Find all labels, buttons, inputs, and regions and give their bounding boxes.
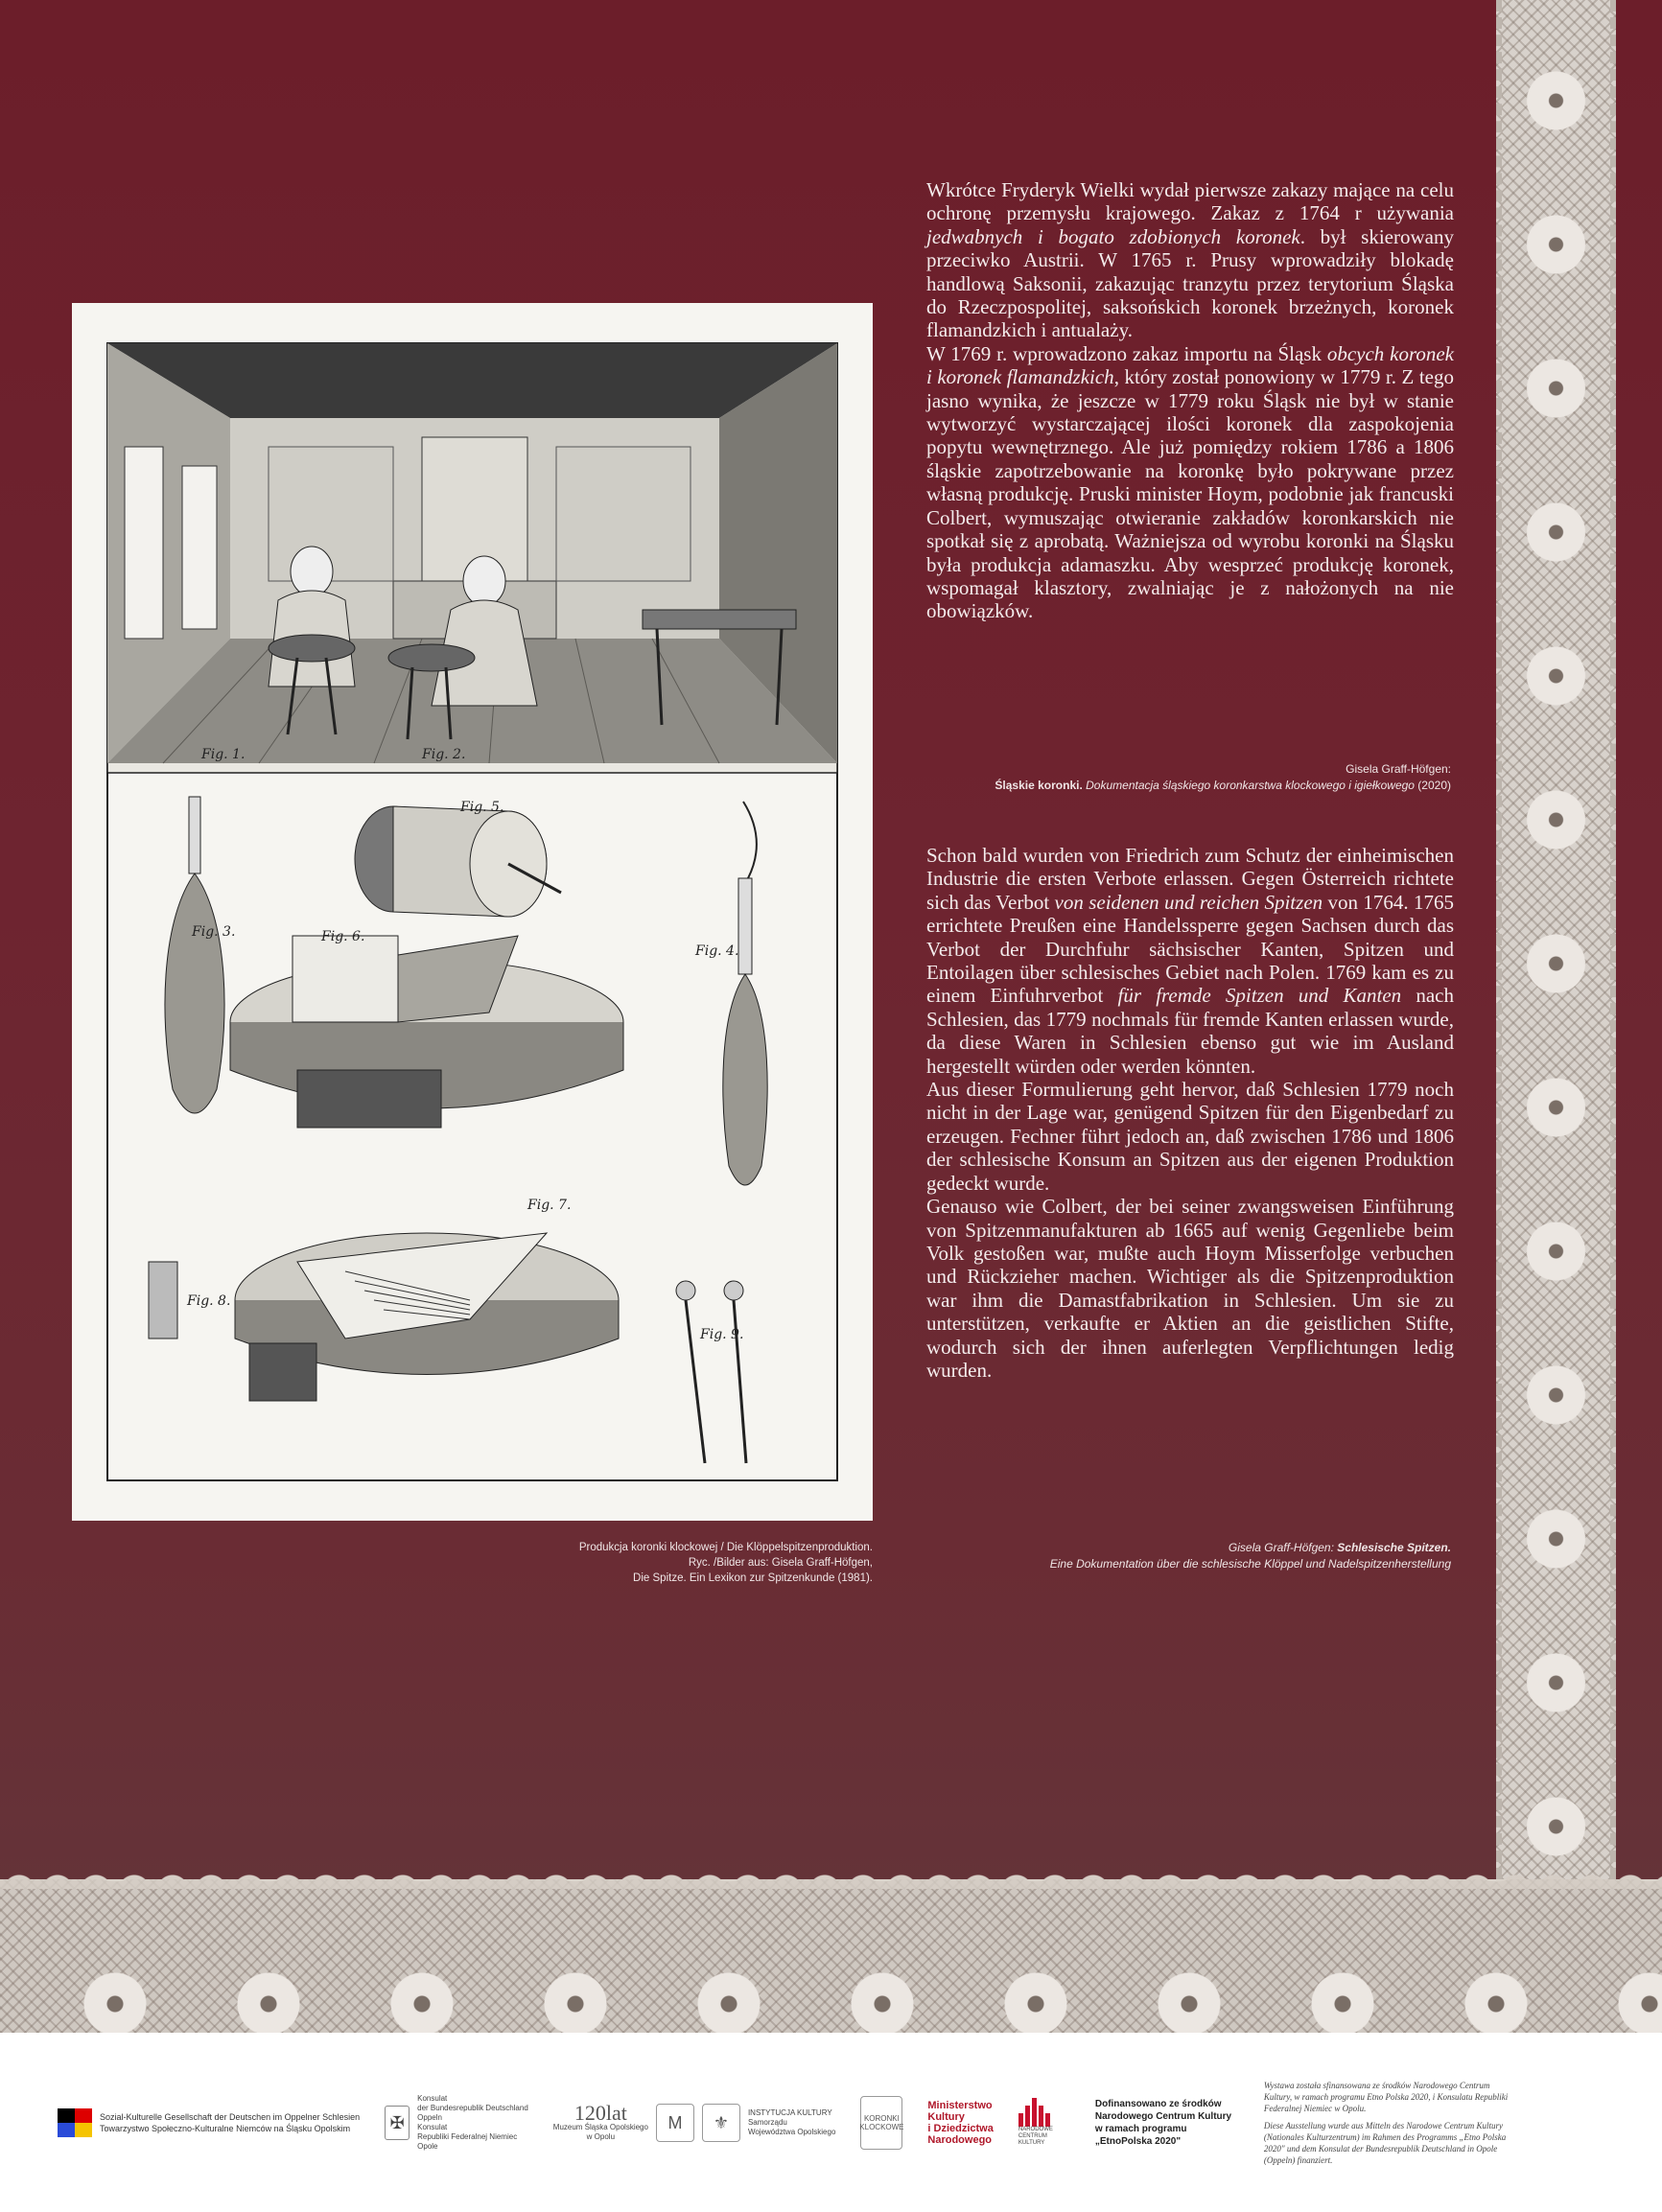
polish-citation [914,761,1451,794]
konsulat-line4: Konsulat [417,2122,448,2131]
lace-border-vertical [1496,0,1616,1879]
german-citation-title-line [914,1540,1451,1556]
image-caption [393,1540,873,1586]
lace-table-fig6 [230,929,623,1128]
image-caption-line1: Produkcja koronki klockowej / Die Klöppelspitzenproduktion. [578,1542,873,1553]
ministry-line2: Kultury [927,2110,965,2123]
nck-logo [1018,2098,1070,2147]
nck-bars-icon [1018,2098,1070,2127]
funding-statement-de: Diese Ausstellung wurde aus Mitteln des Narodowe Centrum Kultury (Nationales Kulturzentrum) im Rahmen des Programms „Etno Polska 2020" und dem Konsulat der Bundesrepublik Deutschland in Opole (Oppeln) finanziert. [1263,2120,1507,2165]
bobbin-right [694,802,767,1185]
ministry-logo [927,2100,993,2146]
german-p1-italic-1: von seidenen und reichen Spitzen [1054,890,1323,914]
ministry-line4: Narodowego [927,2133,993,2146]
german-citation-title: Schlesische Spitzen. [1337,1541,1451,1554]
german-p1-italic-2: für fremde Spitzen und Kanten [1117,984,1402,1008]
polish-citation-author: Gisela Graff-Höfgen: [1346,762,1451,776]
konsulat-line5: Republiki Federalnej Niemiec [417,2131,518,2141]
consulate-logo [385,2094,528,2152]
museum-120-years: 120lat [574,2100,627,2125]
sponsor-footer [0,2033,1662,2212]
german-citation-subtitle: Eine Dokumentation über die schlesische Klöppel und Nadelspitzenherstellung [1049,1557,1451,1571]
polish-p2-a: W 1769 r. wprowadzono zakaz importu na Śląsk [926,341,1327,365]
polish-citation-year: (2020) [1414,779,1451,792]
german-citation-subtitle-line [914,1556,1451,1572]
funding-line4: „EtnoPolska 2020" [1094,2135,1182,2147]
lace-table-fig7 [235,1198,619,1401]
inst-line1: INSTYTUCJA KULTURY [747,2107,832,2117]
german-citation [914,1540,1451,1572]
polish-citation-subtitle: Dokumentacja śląskiego koronkarstwa klockowego i igiełkowego [1082,779,1415,792]
fig9-label: Fig. 9. [700,1327,744,1342]
funding-line1: Dofinansowano ze środków [1094,2098,1222,2109]
german-paragraph-2: Aus dieser Formulierung geht hervor, daß Schlesien 1779 noch nicht in der Lage war, genügend Spitzen für den Eigenbedarf zu erzeugen. Fechner führt jedoch an, daß zwischen 1786 und 1806 der schlesische Konsum an Spitzen aus der eigenen Produktion gedeckt wurde. [926,1078,1454,1195]
lace-logo-text: KORONKI KLOCKOWE [860,2096,902,2150]
fig8-label: Fig. 8. [187,1293,231,1309]
konsulat-line3: Oppeln [417,2112,442,2122]
museum-m-icon: M [656,2104,694,2142]
fig5-label: Fig. 5. [460,800,504,815]
museum-line1: Muzeum Śląska Opolskiego [552,2122,648,2131]
image-caption-line3: Die Spitze. Ein Lexikon zur Spitzenkunde (1981). [633,1572,873,1584]
polish-p1-c: . był skierowany przeciwko Austrii. W 1765 r. Prusy wprowadziły blokadę handlową Saksonii, zakazując tranzytu przez terytorium Śląska do Rzeczpospolitej, saksońskich koronek brzeżnych, koronek flamandzkich i antualaży. [926,224,1454,342]
lace-border-horizontal [0,1879,1662,2033]
room-scene [107,343,837,773]
pins-fig9 [676,1281,746,1463]
bobbin-lace-logo [860,2096,902,2150]
polish-p2-c: , który został ponowiony w 1779 r. Z tego jasno wynika, że jeszcze w 1779 roku Śląsk nie był w stanie wytworzyć wystarczającej ilości koronek dla zaspokojenia popytu wewnętrznego. Ale już pomiędzy rokiem 1786 a 1806 śląskie zapotrzebowanie na koronkę było pokrywane przez własną produkcję. Pruski minister Hoym, podobnie jak francuski Colbert, wymuszając otwieranie zakładów koronkarskich nie spotkał się z aprobatą. Ważniejsza od wyrobu koronki na Śląsku była produkcja adamaszku. Aby wesprzeć produkcję koronek, wspomagał klasztory, zwalniając je z nałożonych na nie obowiązków. [926,365,1454,623]
polish-paragraph-2 [926,342,1454,623]
german-p1-a: Schon bald wurden von Friedrich zum Schutz der einheimischen Industrie die ersten Verbote erlassen. Gegen Österreich richtete sich das Verbot [926,844,1454,914]
ministry-line3: i Dziedzictwa [927,2122,994,2134]
funding-line2: Narodowego Centrum Kultury [1094,2110,1232,2122]
voivodeship-eagle-icon: ⚜ [702,2104,740,2142]
bobbin-left [165,797,235,1113]
engraving-illustration [72,303,873,1521]
fig6-label: Fig. 6. [321,929,365,944]
polish-citation-title-line [914,778,1451,794]
fig4-label: Fig. 4. [695,943,739,959]
funding-statement [1264,2080,1513,2166]
polish-paragraph-1 [926,178,1454,342]
org1-line1: Sozial-Kulturelle Gesellschaft der Deutschen im Oppelner Schlesien [100,2111,361,2122]
konsulat-line1: Konsulat [417,2093,448,2103]
fig3-label: Fig. 3. [192,924,236,940]
polish-citation-title: Śląskie koronki. [995,779,1083,792]
fig1-label: Fig. 1. [201,747,246,762]
fig2-label: Fig. 2. [422,747,466,762]
org1-line2: Towarzystwo Społeczno-Kulturalne Niemców na Śląsku Opolskim [100,2123,351,2133]
german-citation-author: Gisela Graff-Höfgen: [1228,1541,1338,1554]
funding-note [1095,2098,1239,2148]
inst-line3: Województwa Opolskiego [747,2127,836,2136]
funding-line3: w ramach programu [1094,2123,1187,2134]
fig7-label: Fig. 7. [527,1198,572,1213]
tube-fig8 [149,1262,230,1339]
museum-logo [552,2100,836,2142]
polish-p2-italic: obcych koronek i koronek flamandzkich [926,341,1454,389]
image-caption-line2: Ryc. /Bilder aus: Gisela Graff-Höfgen, [688,1557,873,1569]
nck-text: NARODOWE CENTRUM KULTURY [1018,2127,1053,2146]
german-paragraph-1 [926,844,1454,1078]
polish-p1-a: Wkrótce Fryderyk Wielki wydał pierwsze zakazy mające na celu ochronę przemysłu krajowego. Zakaz z 1764 r używania [926,178,1454,225]
cylinder-pillow [355,800,561,917]
polish-text [926,178,1454,623]
museum-line2: w Opolu [586,2131,616,2141]
german-p1-c: von 1764. 1765 errichtete Preußen eine Handelssperre gegen Sachsen durch das Verbot der Durchfuhr sächsischer Kanten, Spitzen und Entoilagen über schlesisches Gebiet nach Polen. 1769 kam es zu einem Einfuhrverbot [926,890,1454,1008]
organization-flag-icon [58,2108,92,2137]
tools-panel [149,797,767,1463]
engraving-svg [105,341,839,1482]
funding-statement-pl: Wystawa została sfinansowana ze środków Narodowego Centrum Kultury, w ramach programu Etno Polska 2020, i Konsulatu Republiki Federalnej Niemiec w Opolu. [1263,2080,1509,2113]
vdg-logo [58,2108,360,2137]
polish-p1-italic: jedwabnych i bogato zdobionych koronek [926,224,1300,248]
german-text [926,844,1454,1382]
german-paragraph-3: Genauso wie Colbert, der bei seiner zwangsweisen Einführung von Spitzenmanufakturen ab 1665 auf wenig Gegenliebe beim Volk gestoßen war, mußte auch Hoym Misserfolge verbuchen und Rückzieher machen. Wichtiger als die Spitzenproduktion war ihm die Damastfabrikation in Schlesien. Um sie zu unterstützen, verkaufte er Aktien an die geistlichen Stifte, wodurch sich der ihnen auferlegten Verpflichtungen ledig wurden. [926,1195,1454,1382]
ministry-line1: Ministerstwo [927,2099,993,2111]
konsulat-line2: der Bundesrepublik Deutschland [417,2103,528,2112]
inst-line2: Samorządu [747,2117,787,2127]
eagle-icon: ✠ [385,2106,410,2140]
konsulat-line6: Opole [417,2141,438,2151]
german-p1-e: nach Schlesien, das 1779 nochmals für fremde Kanten erlassen wurde, da diese Waren in Schlesien ebenso gut wie im Ausland hergestellt würden oder werden könnten. [926,984,1454,1078]
